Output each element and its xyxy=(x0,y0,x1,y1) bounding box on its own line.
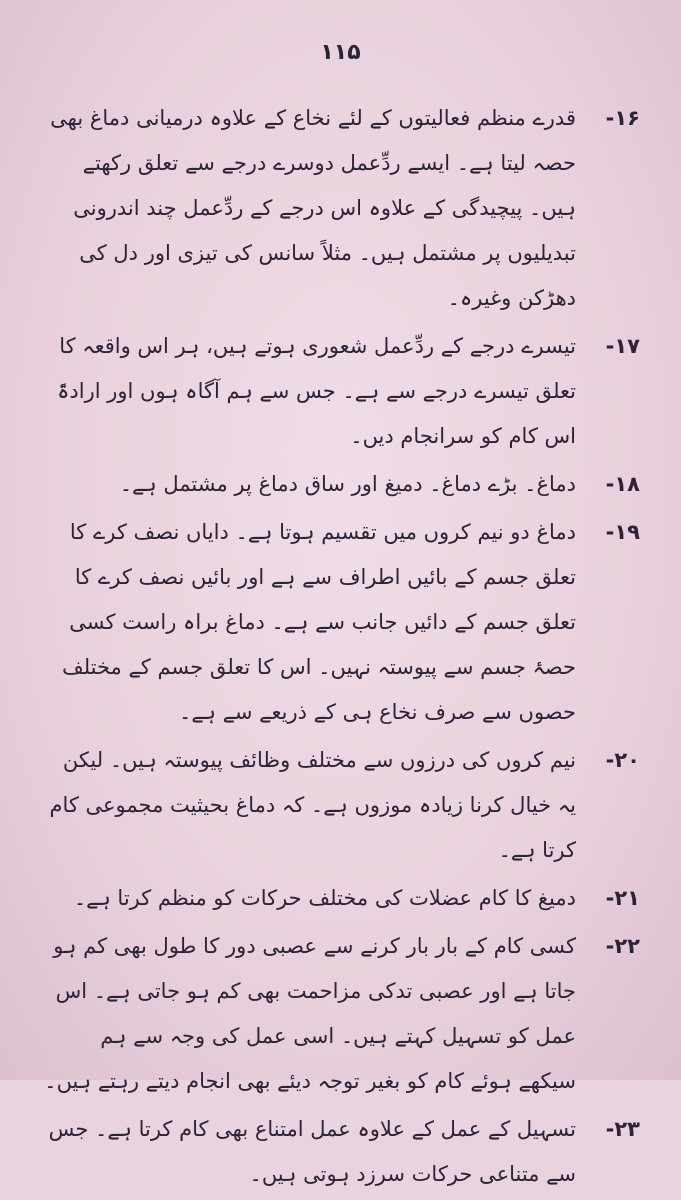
numbered-notes-list xyxy=(40,96,640,1200)
list-item xyxy=(40,462,640,507)
item-text: دمیغ کا کام عضلات کی مختلف حرکات کو منظم کرتا ہے۔ xyxy=(73,886,576,910)
item-text: نیم کروں کی درزوں سے مختلف وظائف پیوستہ ہیں۔ لیکن یہ خیال کرنا زیادہ موزوں ہے۔ کہ دماغ بحیثیت مجموعی کام کرتا ہے۔ xyxy=(49,748,576,862)
list-item xyxy=(40,876,640,921)
item-text: تسہیل کے عمل کے علاوہ عمل امتناع بھی کام کرتا ہے۔ جس سے متناعی حرکات سرزد ہوتی ہیں۔ xyxy=(48,1117,576,1186)
list-item xyxy=(40,738,640,873)
item-number: ۱۸- xyxy=(605,472,640,496)
page-number: ۱۱۵ xyxy=(320,40,361,65)
list-item xyxy=(40,324,640,459)
list-item xyxy=(40,924,640,1104)
item-number: ۲۱- xyxy=(605,886,640,910)
item-number: ۱۶- xyxy=(605,106,640,130)
list-item xyxy=(40,510,640,735)
item-text: دماغ دو نیم کروں میں تقسیم ہوتا ہے۔ دایاں نصف کرے کا تعلق جسم کے بائیں اطراف سے ہے اور بائیں نصف کرے کا تعلق جسم کے دائیں جانب سے ہے۔ دماغ براہ راست کسی حصۂ جسم سے پیوستہ نہیں۔ اس کا تعلق جسم کے مختلف حصوں سے صرف نخاع ہی کے ذریعے سے ہے۔ xyxy=(61,520,576,724)
item-number: ۲۰- xyxy=(605,748,640,772)
list-item xyxy=(40,96,640,321)
item-text: تیسرے درجے کے ردِّعمل شعوری ہوتے ہیں، ہر اس واقعہ کا تعلق تیسرے درجے سے ہے۔ جس سے ہم آگاہ ہوں اور ارادۃً اس کام کو سرانجام دیں۔ xyxy=(57,334,576,448)
item-number: ۱۹- xyxy=(605,520,640,544)
item-text: دماغ۔ بڑے دماغ۔ دمیغ اور ساق دماغ پر مشتمل ہے۔ xyxy=(119,472,576,496)
item-number: ۲۳- xyxy=(605,1117,640,1141)
item-text: قدرے منظم فعالیتوں کے لئے نخاع کے علاوہ درمیانی دماغ بھی حصہ لیتا ہے۔ ایسے ردِّعمل دوسرے درجے سے تعلق رکھتے ہیں۔ پیچیدگی کے علاوہ اس درجے کے ردِّعمل چند اندرونی تبدیلیوں پر مشتمل ہیں۔ مثلاً سانس کی تیزی اور دل کی دھڑکن وغیرہ۔ xyxy=(50,106,576,310)
item-number: ۱۷- xyxy=(605,334,640,358)
list-item xyxy=(40,1107,640,1197)
item-text: کسی کام کے بار بار کرنے سے عصبی دور کا طول بھی کم ہو جاتا ہے اور عصبی تدکی مزاحمت بھی کم ہو جاتی ہے۔ اس عمل کو تسہیل کہتے ہیں۔ اسی عمل کی وجہ سے ہم سیکھے ہوئے کام کو بغیر توجہ دیئے بھی انجام دیتے رہتے ہیں۔ xyxy=(44,934,576,1093)
item-number: ۲۲- xyxy=(605,934,640,958)
